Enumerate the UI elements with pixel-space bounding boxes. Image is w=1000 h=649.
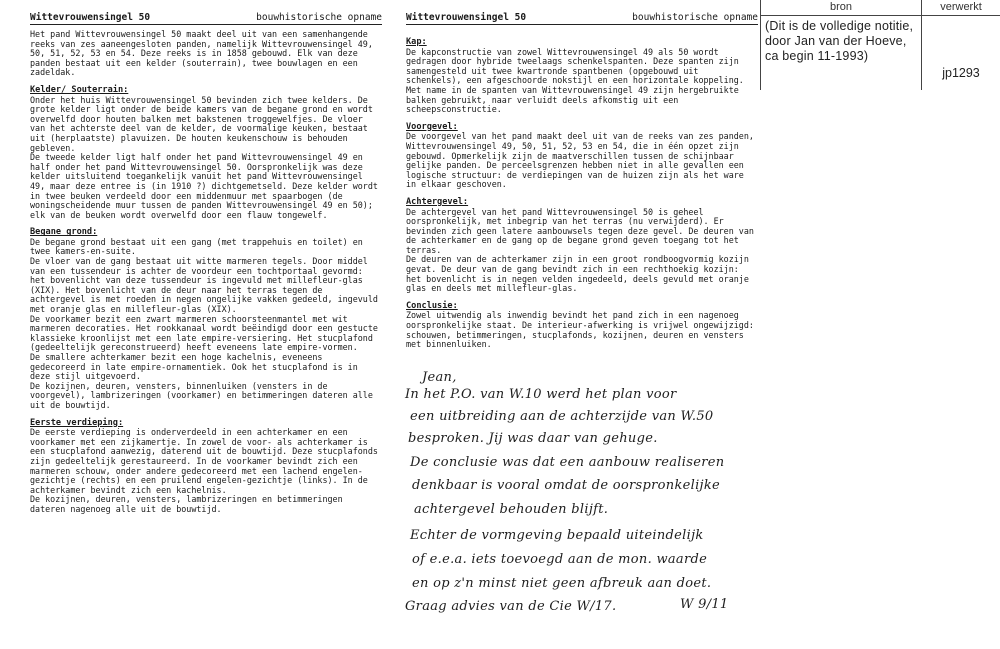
intro-paragraph: Het pand Wittevrouwensingel 50 maakt deel uit van een samenhangende reeks van zes aaneengesloten panden, namelijk Wittevrouwensingel 49, 50, 51, 52, 53 en 54. Deze reeks is in 1858 gebouwd. Elk van deze panden bestaat uit een kelder (souterrain), twee bouwlagen en een zadeldak. [30,29,373,78]
bron-text: (Dit is de volledige notitie, door Jan van der Hoeve, ca begin 11-1993) [765,19,914,63]
handwritten-line: Jean, [422,370,457,385]
bron-column [760,0,921,90]
right-header-title: bouwhistorische opname [632,12,758,23]
handwritten-note [400,370,780,630]
left-header-address: Wittevrouwensingel 50 [30,12,151,23]
kelder-heading: Kelder/ Souterrain: [30,84,129,95]
metadata-table [760,0,1000,90]
kap-paragraph-2: Met name in de spanten van Wittevrouwensingel 49 zijn hergebruikte balken gebruikt, naar verluidt deels afkomstig uit een scheepsconstructie. [406,84,739,115]
handwritten-line: Echter de vormgeving bepaald uiteindelijk [410,528,704,543]
handwritten-line: besproken. Jij was daar van gehuge. [408,431,658,446]
left-header-title: bouwhistorische opname [256,12,382,23]
handwritten-line: De conclusie was dat een aanbouw realiseren [410,455,725,470]
eerste-verdieping-paragraph-2: De kozijnen, deuren, vensters, lambrizeringen en betimmeringen dateren nagenoeg alle uit de bouwtijd. [30,494,343,514]
begane-grond-section [30,228,382,410]
achtergevel-paragraph-1: De achtergevel van het pand Wittevrouwensingel 50 is geheel oorspronkelijk, met inbegrip van het terras (nu verwijderd). Er bevinden zich geen latere aanbouwsels tegen deze gevel. De deuren van de achterkamer en de gang op de begane grond geven toegang tot het terras. [406,206,754,255]
conclusie-section [406,302,758,350]
achtergevel-paragraph-2: De deuren van de achterkamer zijn in een groot rondboogvormig kozijn gevat. De deur van de gang bevindt zich in een rechthoekig kozijn: het bovenlicht is in negen velden ingedeeld, deels gevuld met oranje glas en deels met millefleur-glas. [406,254,749,294]
kap-heading: Kap: [406,37,427,47]
kap-section [406,38,758,115]
handwritten-line: In het P.O. van W.10 werd het plan voor [405,387,677,402]
handwritten-line: denkbaar is vooral omdat de oorspronkelijke [412,478,721,493]
kap-paragraph-1: De kapconstructie van zowel Wittevrouwensingel 49 als 50 wordt gedragen door hybride tweelaags schenkelspanten. Deze spanten zijn samengesteld uit twee kwartronde spantbenen (opgebouwd uit schenkels), een afgeschoorde nokstijl en een horizontale koppeling. [406,46,744,86]
begane-grond-paragraph-2: De vloer van de gang bestaat uit witte marmeren tegels. Door middel van een tussendeur is achter de voordeur een tochtportaal gevormd: het bovenlicht van deze tussendeur is ingevuld met millefleur-glas (XIX). Het bovenlicht van de deur naar het terras tegen de achtergevel is met roeden in negen ongelijke vakken gedeeld, ingevuld met oranje glas en millefleur-glas (XIX). [30,256,378,315]
verwerkt-header: verwerkt [922,0,1000,16]
voorgevel-heading: Voorgevel: [406,121,458,132]
achtergevel-heading: Achtergevel: [406,196,469,207]
voorgevel-paragraph-1: De voorgevel van het pand maakt deel uit van de reeks van zes panden, Wittevrouwensingel 49, 50, 51, 52, 53 en 54, die in één opzet zijn gebouwd. Opmerkelijk zijn de maatverschillen tussen de schijnbaar gelijke panden. De perceelsgrenzen hebben niet in alle gevallen een logische structuur: de verdiepingen van de huizen zijn als het ware in elkaar geschoven. [406,131,754,190]
handwritten-line: of e.e.a. iets toevoegd aan de mon. waarde [412,552,708,567]
kelder-paragraph-1: Onder het huis Wittevrouwensingel 50 bevinden zich twee kelders. De grote kelder ligt onder de beide kamers van de begane grond en wordt overwelfd door houten balken met bakstenen troggewelfjes. De vloer van het achterste deel van de kelder, de voormalige keuken, bestaat uit (herplaatste) plavuizen. De houten keukenschouw is behouden gebleven. [30,94,373,153]
right-header-address: Wittevrouwensingel 50 [406,12,527,23]
begane-grond-paragraph-3: De voorkamer bezit een zwart marmeren schoorsteenmantel met wit marmeren decoraties. Het rookkanaal wordt beëindigd door een gestucte klassieke kroonlijst met een late empire-versiering. Het stucplafond (gedeeltelijk gereconstrueerd) heeft eveneens late empire-vormen. [30,313,378,353]
intro-section [30,30,382,78]
voorgevel-section [406,123,758,190]
handwritten-line: achtergevel behouden blijft. [414,502,609,517]
begane-grond-paragraph-4: De smallere achterkamer bezit een hoge kachelnis, eveneens gedecoreerd in late empire-ornamentiek. Ook het stucplafond is in deze stijl uitgevoerd. [30,352,358,382]
conclusie-heading: Conclusie: [406,300,458,311]
eerste-verdieping-heading: Eerste verdieping: [30,417,124,428]
eerste-verdieping-paragraph-1: De eerste verdieping is onderverdeeld in een achterkamer en een voorkamer met een zijkamertje. In zowel de voor- als achterkamer is een stucplafond aanwezig, daterend uit de bouwtijd. Deze stucplafonds zijn gedeeltelijk gerestaureerd. In de voorkamer bevindt zich een marmeren schouw, onder andere gedecoreerd met een lachend engelen-gezichtje (rechts) en een pruilend engelen-gezichtje (links). In de achterkamer bevindt zich een kachelnis. [30,427,378,495]
kelder-section [30,86,382,220]
left-page [0,0,392,649]
verwerkt-text: jp1293 [942,66,980,80]
left-page-header [30,12,382,25]
eerste-verdieping-section [30,419,382,515]
handwritten-line: en op z'n minst niet geen afbreuk aan doet. [412,576,712,591]
conclusie-paragraph-1: Zowel uitwendig als inwendig bevindt het pand zich in een nagenoeg oorspronkelijke staat. De interieur-afwerking is vrijwel ongewijzigd: schouwen, betimmeringen, stucplafonds, kozijnen, deuren en vensters met binnenluiken. [406,310,754,350]
begane-grond-paragraph-1: De begane grond bestaat uit een gang (met trappehuis en toilet) en twee kamers-en-suite. [30,236,363,257]
verwerkt-column [921,0,1000,90]
handwritten-line: een uitbreiding aan de achterzijde van W.50 [410,409,714,424]
begane-grond-paragraph-5: De kozijnen, deuren, vensters, binnenluiken (vensters in de voorgevel), lambrizeringen (voorkamer) en betimmeringen dateren alle uit de bouwtijd. [30,380,373,410]
kelder-paragraph-2: De tweede kelder ligt half onder het pand Wittevrouwensingel 49 en half onder het pand Wittevrouwensingel 50. Oorspronkelijk was deze kelder uitsluitend toegankelijk vanuit het pand Wittevrouwensingel 49, maar deze entree is (in 1910 ?) dichtgemetseld. Deze kelder wordt in twee beuken verdeeld door een middenmuur met spaarbogen (de woningscheidende muur tussen de panden Wittevrouwensingel 49 en 50); elk van de beuken wordt overwelfd door een flauw tongewelf. [30,152,378,220]
handwritten-line: Graag advies van de Cie W/17. [405,599,617,614]
achtergevel-section [406,198,758,294]
handwritten-signature: W 9/11 [680,597,729,612]
bron-header: bron [761,0,921,16]
right-page-header [406,12,758,25]
begane-grond-heading: Begane grond: [30,227,98,238]
